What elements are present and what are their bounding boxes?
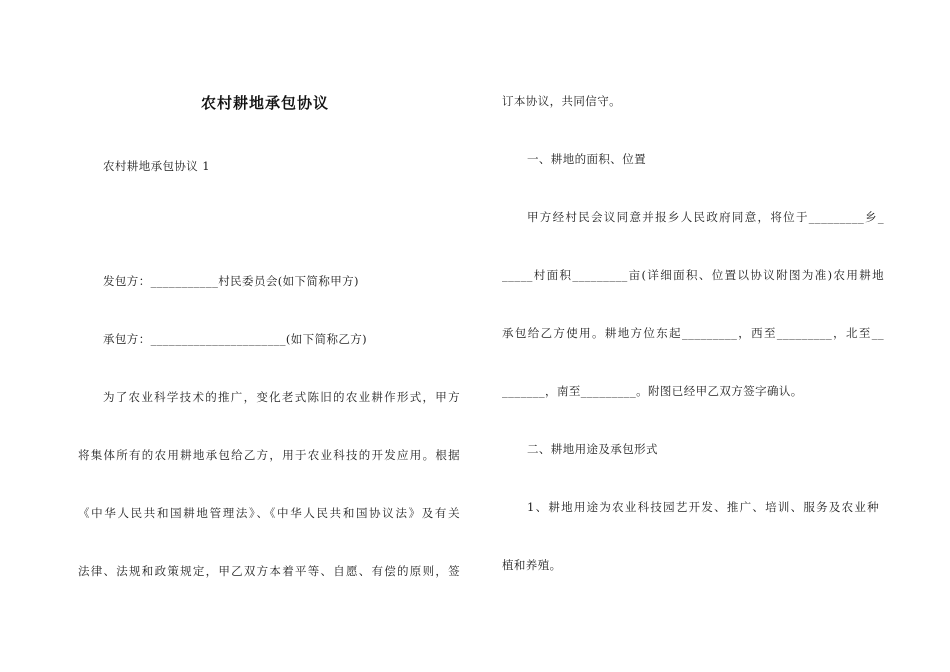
section-2-line: 1、耕地用途为农业科技园艺开发、推广、培训、服务及农业种	[527, 500, 879, 514]
document-title: 农村耕地承包协议	[200, 94, 329, 112]
document-subtitle: 农村耕地承包协议 1	[103, 159, 210, 173]
section-heading: 一、耕地的面积、位置	[527, 152, 646, 166]
party-b-line: 承包方：______________________(如下简称乙方)	[103, 332, 368, 346]
section-2-line: 植和养殖。	[502, 558, 562, 572]
section-1-line: _____村面积_________亩(详细面积、位置以协议附图为准)农用耕地	[502, 268, 884, 282]
paragraph-line: 为了农业科学技术的推广，变化老式陈旧的农业耕作形式，甲方	[103, 390, 460, 404]
paragraph-line: 法律、法规和政策规定，甲乙双方本着平等、自愿、有偿的原则，签	[78, 564, 460, 578]
section-1-line: 甲方经村民会议同意并报乡人民政府同意，将位于_________乡_	[527, 210, 884, 224]
paragraph-line: 《中华人民共和国耕地管理法》、《中华人民共和国协议法》及有关	[78, 506, 460, 520]
paragraph-line: 将集体所有的农用耕地承包给乙方，用于农业科技的开发应用。根据	[78, 448, 460, 462]
section-1-line: _______，南至_________。附图已经甲乙双方签字确认。	[502, 384, 803, 398]
party-a-line: 发包方：___________村民委员会(如下简称甲方)	[103, 274, 359, 288]
paragraph-continuation: 订本协议，共同信守。	[502, 94, 621, 108]
section-heading: 二、耕地用途及承包形式	[527, 442, 658, 456]
section-1-line: 承包给乙方使用。耕地方位东起_________，西至_________，北至__	[502, 326, 884, 340]
